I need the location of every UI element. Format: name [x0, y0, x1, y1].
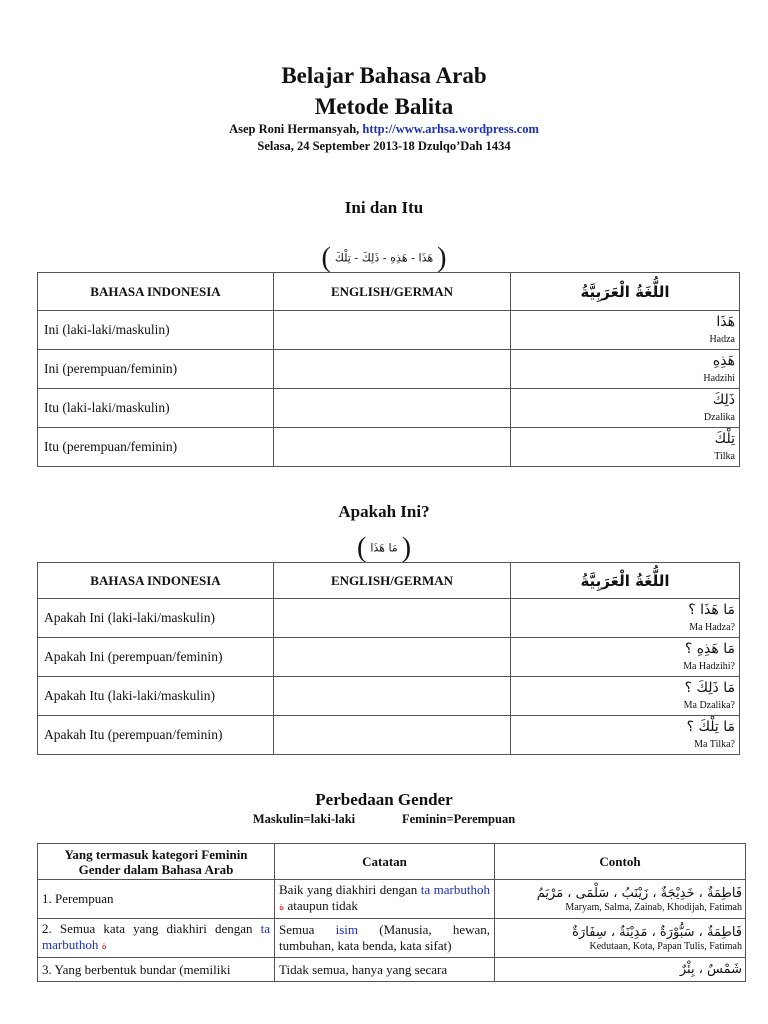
- paren-open: (: [321, 242, 331, 274]
- column-header: Catatan: [275, 844, 495, 880]
- note-highlight: ta marbuthoh: [420, 882, 490, 897]
- cell-arabic: [511, 716, 740, 755]
- cell-category: 3. Yang berbentuk bundar (memiliki: [38, 958, 275, 982]
- section-title-apakah-ini: Apakah Ini?: [338, 502, 430, 521]
- cell-example: [495, 919, 746, 958]
- cell-category: [38, 919, 275, 958]
- ta-marbuthoh-mark: ة: [101, 941, 107, 952]
- example-arabic: فَاطِمَةٌ ، سَبُّوْرَةٌ ، مَدِيْنَةٌ ، سِفَارَةٌ: [572, 924, 742, 940]
- example-latin: Maryam, Salma, Zainab, Khodijah, Fatimah: [565, 901, 742, 913]
- arabic-word: هَذِهِ: [712, 353, 735, 370]
- note-text: Baik yang diakhiri dengan: [279, 882, 421, 897]
- table-row: [38, 958, 746, 982]
- column-header: Contoh: [495, 844, 746, 880]
- note-text: Semua: [279, 922, 336, 937]
- arabic-word: مَا هَذِهِ ؟: [684, 641, 735, 658]
- gender-maskulin: Maskulin=laki-laki: [252, 812, 356, 826]
- transliteration: Dzalika: [703, 411, 735, 423]
- transliteration: Ma Tilka?: [694, 738, 735, 750]
- cell-english: [274, 716, 511, 755]
- author-name: Asep Roni Hermansyah,: [229, 122, 363, 136]
- transliteration: Tilka: [714, 450, 735, 462]
- cell-indonesia: Ini (laki-laki/maskulin): [38, 311, 274, 350]
- arabic-word: تِلْكَ: [714, 431, 735, 448]
- section-arabic-caption: [0, 533, 768, 563]
- table-row: [38, 599, 740, 638]
- table-header-row: [38, 273, 740, 311]
- cell-category: 1. Perempuan: [38, 880, 275, 919]
- table-apakah-ini: [37, 562, 740, 755]
- transliteration: Hadza: [709, 333, 735, 345]
- cell-note: [275, 880, 495, 919]
- cell-english: [274, 350, 511, 389]
- table-row: [38, 389, 740, 428]
- transliteration: Ma Hadzihi?: [683, 660, 735, 672]
- example-latin: Kedutaan, Kota, Papan Tulis, Fatimah: [589, 940, 742, 952]
- table-row: [38, 716, 740, 755]
- table-row: [38, 428, 740, 467]
- transliteration: Ma Dzalika?: [683, 699, 735, 711]
- author-link[interactable]: http://www.arhsa.wordpress.com: [362, 122, 539, 136]
- paren-open: (: [356, 532, 367, 564]
- column-header: BAHASA INDONESIA: [38, 273, 274, 311]
- table-header-row: [38, 844, 746, 880]
- cell-arabic: [511, 428, 740, 467]
- cell-english: [274, 311, 511, 350]
- cell-example: [495, 880, 746, 919]
- column-header: BAHASA INDONESIA: [38, 563, 274, 599]
- cell-arabic: [511, 677, 740, 716]
- paren-close: ): [401, 532, 412, 564]
- arabic-word: ذَلِكَ: [712, 392, 735, 409]
- cell-english: [274, 638, 511, 677]
- example-arabic: شَمْسٌ ، بِئْرٌ: [679, 962, 742, 977]
- arabic-word: هَذَا: [716, 314, 735, 331]
- note-text: (Manusia, hewan, tumbuhan, kata benda, kata sifat): [279, 922, 490, 953]
- cell-indonesia: Itu (laki-laki/maskulin): [38, 389, 274, 428]
- author-line: [0, 122, 768, 137]
- cell-english: [274, 599, 511, 638]
- cell-note: [275, 919, 495, 958]
- category-highlight: ta marbuthoh: [42, 921, 270, 952]
- table-row: [38, 638, 740, 677]
- paren-close: ): [437, 242, 447, 274]
- cell-arabic: [511, 638, 740, 677]
- arabic-word: مَا هَذَا ؟: [688, 602, 735, 619]
- category-text: 2. Semua kata yang diakhiri dengan: [42, 921, 261, 936]
- cell-indonesia: Apakah Ini (laki-laki/maskulin): [38, 599, 274, 638]
- table-perbedaan-gender: [37, 843, 746, 982]
- arabic-caption-text: مَا هَذَا: [370, 541, 398, 555]
- column-header: ENGLISH/GERMAN: [274, 273, 511, 311]
- arabic-word: مَا تِلْكَ ؟: [686, 719, 735, 736]
- column-header: Yang termasuk kategori Feminin Gender dalam Bahasa Arab: [38, 844, 275, 880]
- cell-arabic: [511, 350, 740, 389]
- cell-indonesia: Apakah Itu (laki-laki/maskulin): [38, 677, 274, 716]
- cell-arabic: [511, 389, 740, 428]
- table-row: [38, 350, 740, 389]
- column-header: ENGLISH/GERMAN: [274, 563, 511, 599]
- gender-subtitle: [0, 812, 768, 827]
- cell-indonesia: Itu (perempuan/feminin): [38, 428, 274, 467]
- arabic-caption-text: هَذَا - هَذِهِ - ذَلِكَ - تِلْكَ: [334, 251, 434, 265]
- section-arabic-caption: [0, 243, 768, 273]
- table-row: [38, 677, 740, 716]
- table-row: [38, 919, 746, 958]
- transliteration: Hadzihi: [703, 372, 735, 384]
- cell-english: [274, 389, 511, 428]
- note-highlight: isim: [335, 922, 359, 937]
- document-subtitle: Metode Balita: [314, 94, 454, 119]
- table-header-row: [38, 563, 740, 599]
- cell-english: [274, 677, 511, 716]
- table-ini-dan-itu: [37, 272, 740, 467]
- section-title-ini-dan-itu: Ini dan Itu: [344, 198, 424, 217]
- transliteration: Ma Hadza?: [689, 621, 735, 633]
- column-header: اللُّغَةُ الْعَرَبِيَّةُ: [511, 563, 740, 599]
- section-title-perbedaan-gender: Perbedaan Gender: [315, 790, 453, 809]
- cell-arabic: [511, 311, 740, 350]
- cell-note: Tidak semua, hanya yang secara: [275, 958, 495, 982]
- document-title: Belajar Bahasa Arab: [281, 63, 487, 88]
- ta-marbuthoh-mark: ة: [279, 902, 285, 913]
- cell-indonesia: Ini (perempuan/feminin): [38, 350, 274, 389]
- date-line: Selasa, 24 September 2013-18 Dzulqo’Dah 1434: [257, 139, 511, 153]
- cell-indonesia: Apakah Ini (perempuan/feminin): [38, 638, 274, 677]
- table-row: [38, 880, 746, 919]
- cell-example: [495, 958, 746, 982]
- example-arabic: فَاطِمَةٌ ، خَدِيْجَةٌ ، زَيْنَبُ ، سَلْمَى ، مَرْيَمُ: [536, 885, 742, 901]
- cell-arabic: [511, 599, 740, 638]
- gender-feminin: Feminin=Perempuan: [402, 812, 516, 826]
- table-row: [38, 311, 740, 350]
- cell-english: [274, 428, 511, 467]
- column-header: اللُّغَةُ الْعَرَبِيَّةُ: [511, 273, 740, 311]
- cell-indonesia: Apakah Itu (perempuan/feminin): [38, 716, 274, 755]
- note-text: ataupun tidak: [284, 898, 358, 913]
- arabic-word: مَا ذَلِكَ ؟: [684, 680, 735, 697]
